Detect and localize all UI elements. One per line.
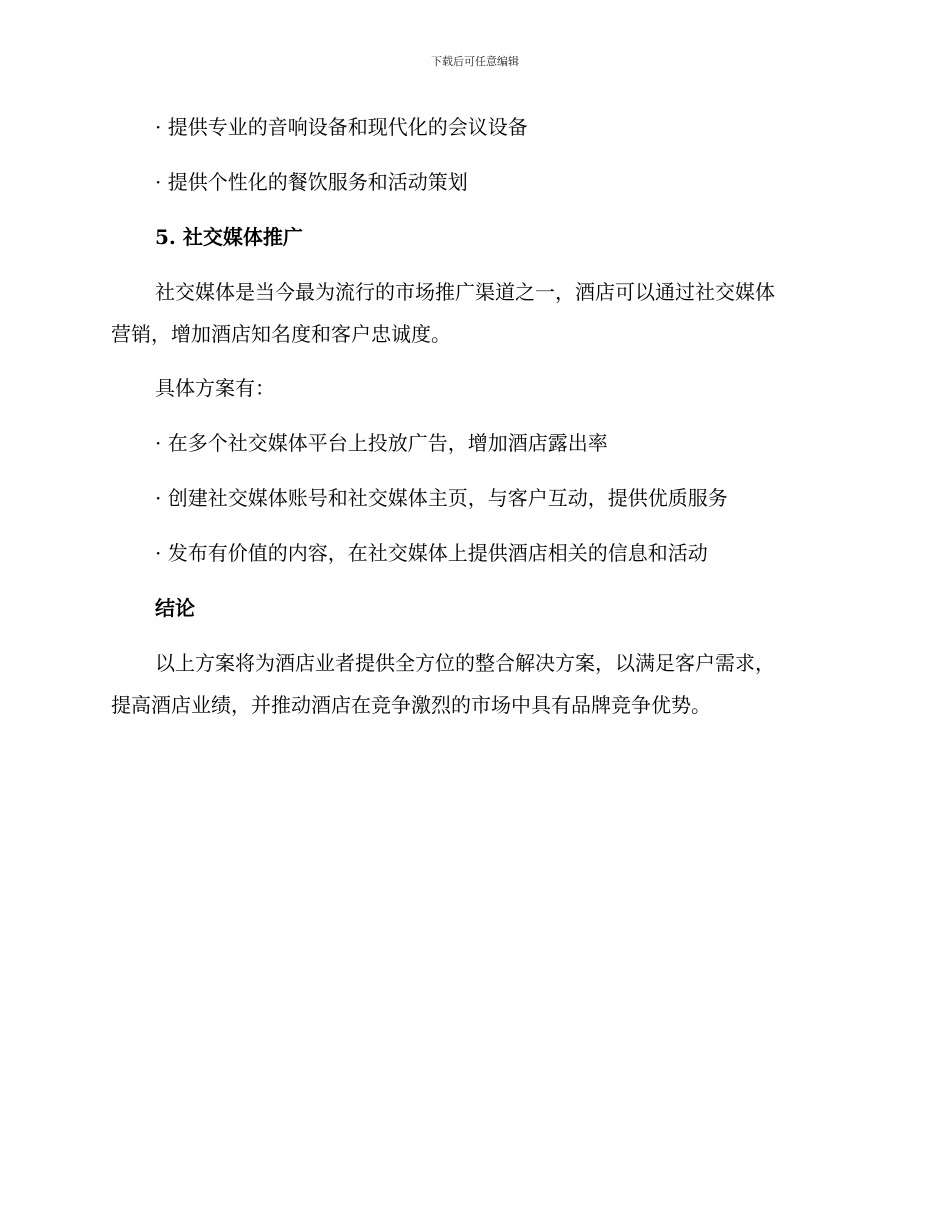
bullet-item-accounts: · 创建社交媒体账号和社交媒体主页，与客户互动，提供优质服务 — [155, 486, 728, 510]
paragraph-line: 社交媒体是当今最为流行的市场推广渠道之一，酒店可以通过社交媒体 — [155, 280, 775, 304]
page-header: 下载后可任意编辑 — [431, 55, 519, 68]
conclusion-line: 以上方案将为酒店业者提供全方位的整合解决方案，以满足客户需求， — [155, 651, 775, 675]
bullet-item-ads: · 在多个社交媒体平台上投放广告，增加酒店露出率 — [155, 431, 608, 455]
section-heading-social-media: 5. 社交媒体推广 — [155, 225, 303, 249]
paragraph-line: 营销，增加酒店知名度和客户忠诚度。 — [111, 322, 451, 346]
plan-intro-text: 具体方案有： — [155, 376, 275, 400]
bullet-item-audio-equipment: · 提供专业的音响设备和现代化的会议设备 — [155, 115, 528, 139]
section-heading-conclusion: 结论 — [155, 596, 195, 620]
bullet-item-content: · 发布有价值的内容，在社交媒体上提供酒店相关的信息和活动 — [155, 541, 708, 565]
bullet-item-catering-service: · 提供个性化的餐饮服务和活动策划 — [155, 170, 468, 194]
conclusion-line: 提高酒店业绩，并推动酒店在竞争激烈的市场中具有品牌竞争优势。 — [111, 693, 711, 717]
